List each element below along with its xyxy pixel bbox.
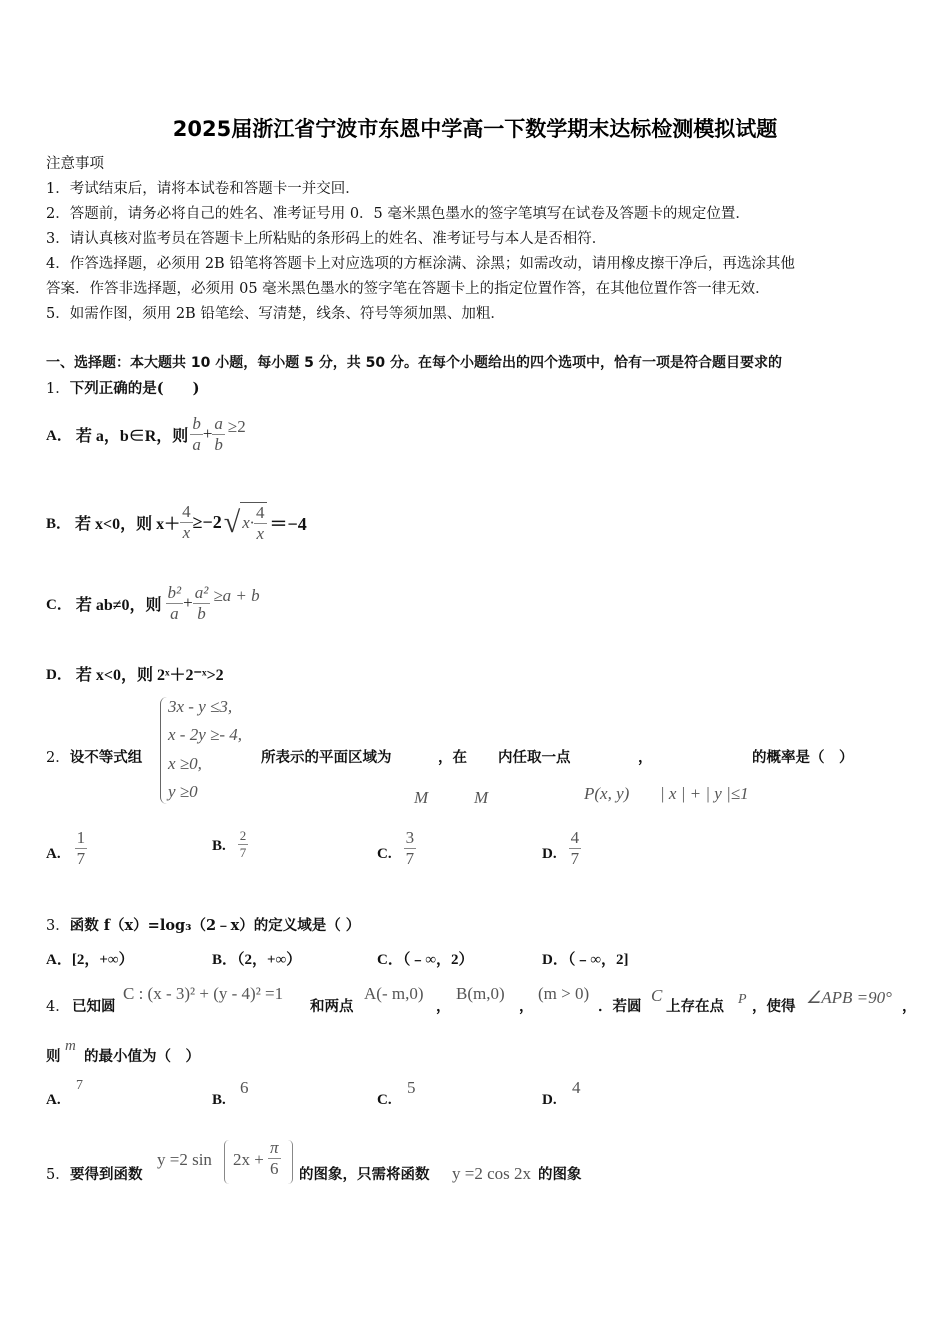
option-text: 若 x<0，则 x＋ bbox=[75, 516, 181, 533]
fraction: $\frac{3}{7}$ bbox=[405, 828, 415, 868]
q3-option-a[interactable] bbox=[46, 948, 134, 969]
condition: (m > 0) bbox=[538, 984, 590, 1003]
question-number: 2． bbox=[46, 750, 70, 766]
option-text: [2，+∞） bbox=[71, 952, 134, 968]
note-item-2: 2．答题前，请务必将自己的姓名、准考证号用 0．5 毫米黑色墨水的签字笔填写在试卷及答题卡的规定位置． bbox=[46, 206, 750, 222]
question-text: 的概率是（ ） bbox=[752, 749, 854, 766]
question-text: 的图象，只需将函数 bbox=[299, 1166, 430, 1183]
note-item-4: 4．作答选择题，必须用 2B 铅笔将答题卡上对应选项的方框涂满、涂黑；如需改动，请用橡皮擦干净后，再选涂其他 bbox=[46, 256, 795, 272]
option-text: （﹣∞，2） bbox=[402, 952, 474, 968]
option-label: D. bbox=[542, 1092, 557, 1108]
condition: | x | + | y |≤1 bbox=[660, 784, 749, 803]
angle-condition: ∠APB =90° bbox=[806, 988, 892, 1007]
question-text: 设不等式组 bbox=[69, 749, 143, 766]
region-m: M bbox=[414, 788, 429, 807]
option-value: 4 bbox=[572, 1078, 581, 1097]
option-label: C． bbox=[46, 596, 72, 613]
question-text: ，使得 bbox=[752, 998, 796, 1015]
question-text: ， bbox=[638, 749, 653, 766]
option-text: （2，+∞） bbox=[237, 952, 302, 968]
q2-option-c[interactable] bbox=[377, 828, 416, 869]
q1-option-c[interactable] bbox=[46, 578, 260, 628]
system-brace bbox=[160, 697, 167, 804]
function-2: y =2 cos 2x bbox=[452, 1164, 531, 1183]
question-number: 1． bbox=[46, 381, 70, 397]
inequality-2: x - 2y ≥- 4, bbox=[168, 725, 242, 744]
question-3-stem bbox=[46, 914, 360, 935]
option-label: B． bbox=[212, 952, 238, 968]
q4-option-b[interactable] bbox=[212, 1078, 272, 1112]
note-item-3: 3．请认真核对监考员在答题卡上所粘贴的条形码上的姓名、准考证号与本人是否相符． bbox=[46, 231, 607, 247]
option-text: （﹣∞，2] bbox=[567, 952, 629, 968]
question-text: 和两点 bbox=[310, 998, 354, 1015]
q3-option-b[interactable] bbox=[212, 948, 301, 969]
region-m: M bbox=[474, 788, 489, 807]
notes-heading: 注意事项 bbox=[46, 156, 104, 172]
fraction-pi-6: $\frac{\pi}{6}$ bbox=[270, 1138, 279, 1178]
inequality-1: 3x - y ≤3, bbox=[168, 697, 233, 716]
page-title: 2025届浙江省宁波市东恩中学高一下数学期末达标检测模拟试题 bbox=[172, 117, 778, 141]
fraction: $\frac{1}{7}$ bbox=[76, 828, 86, 868]
question-text: 的图象 bbox=[538, 1166, 582, 1183]
option-label: D. bbox=[542, 846, 557, 862]
rhs: ＝−4 bbox=[269, 513, 307, 534]
fraction: $\frac{b}{a}$ bbox=[192, 413, 201, 454]
option-text: 若 a，b∈R，则 bbox=[75, 427, 189, 445]
rhs: ≥2 bbox=[227, 417, 246, 436]
note-item-1: 1．考试结束后，请将本试卷和答题卡一并交回． bbox=[46, 181, 360, 197]
option-label: A. bbox=[46, 1092, 61, 1108]
question-number: 3． bbox=[46, 918, 70, 934]
option-value: 5 bbox=[407, 1078, 416, 1097]
inequality-3: x ≥0, bbox=[168, 754, 202, 773]
separator: ， bbox=[902, 998, 917, 1015]
option-text: 若 ab≠0，则 bbox=[75, 596, 162, 614]
q4-option-c[interactable] bbox=[377, 1078, 437, 1112]
section-heading: 一、选择题：本大题共 10 小题，每小题 5 分，共 50 分。在每个小题给出的四个选项中，恰有一项是符合题目要求的 bbox=[46, 355, 782, 371]
question-text: 上存在点 bbox=[666, 998, 724, 1015]
separator: ， bbox=[436, 998, 451, 1015]
option-label: A． bbox=[46, 952, 72, 968]
question-text: 要得到函数 bbox=[70, 1166, 143, 1183]
q2-option-d[interactable] bbox=[542, 828, 581, 869]
option-label: B． bbox=[46, 516, 72, 532]
variable-m: m bbox=[65, 1038, 76, 1054]
fraction: $\frac{4}{x}$ bbox=[182, 502, 191, 542]
question-text: ．若圆 bbox=[598, 998, 642, 1015]
paren-left bbox=[224, 1140, 229, 1184]
question-2-stem-pre bbox=[46, 746, 142, 767]
option-label: C． bbox=[377, 952, 403, 968]
option-label: C. bbox=[377, 846, 392, 862]
circle-equation: C : (x - 3)² + (y - 4)² =1 bbox=[123, 984, 284, 1003]
fraction: $\frac{2}{7}$ bbox=[239, 828, 247, 860]
question-text: 内任取一点 bbox=[498, 749, 571, 766]
fraction: $\frac{a}{b}$ bbox=[214, 413, 223, 454]
q1-option-d[interactable] bbox=[46, 662, 224, 685]
q4-option-d[interactable] bbox=[542, 1078, 602, 1112]
point-a: A(- m,0) bbox=[364, 984, 424, 1003]
point-b: B(m,0) bbox=[456, 984, 505, 1003]
point-p: P bbox=[738, 992, 747, 1007]
question-text: 已知圆 bbox=[72, 998, 116, 1015]
question-text: 所表示的平面区域为 bbox=[261, 749, 392, 766]
question-4-number: 4． bbox=[46, 999, 70, 1015]
sqrt-body: x· $\frac{4}{x}$ bbox=[242, 502, 265, 543]
option-label: A. bbox=[46, 846, 61, 862]
option-text: 若 x<0，则 2ˣ＋2⁻ˣ>2 bbox=[75, 667, 224, 684]
paren-right bbox=[288, 1140, 293, 1184]
inequality: ≥−2 bbox=[192, 512, 222, 532]
fraction: $\frac{4}{7}$ bbox=[570, 828, 580, 868]
q3-option-d[interactable] bbox=[542, 948, 629, 969]
q2-option-a[interactable] bbox=[46, 828, 87, 869]
function-1-inner: 2x + bbox=[233, 1150, 264, 1169]
operator: + bbox=[202, 424, 213, 443]
question-5-number: 5． bbox=[46, 1167, 70, 1183]
note-item-4-cont: 答案．作答非选择题，必须用 05 毫米黑色墨水的签字笔在答题卡上的指定位置作答，在其他位置作答一律无效． bbox=[46, 281, 770, 297]
q1-option-a[interactable] bbox=[46, 410, 246, 458]
option-value: 7 bbox=[76, 1078, 83, 1093]
rhs: ≥a + b bbox=[213, 586, 260, 605]
point-p: P(x, y) bbox=[584, 784, 630, 803]
q1-option-b[interactable] bbox=[46, 495, 307, 550]
note-item-5: 5．如需作图，须用 2B 铅笔绘、写清楚，线条、符号等须加黑、加粗． bbox=[46, 306, 505, 322]
operator: + bbox=[183, 593, 193, 612]
option-label: D． bbox=[46, 667, 72, 683]
option-label: B. bbox=[212, 1092, 226, 1108]
circle-c: C bbox=[651, 986, 663, 1005]
question-text: 下列正确的是( ) bbox=[69, 380, 200, 397]
function-1-prefix: y =2 sin bbox=[157, 1150, 212, 1169]
q4-option-a[interactable] bbox=[46, 1078, 106, 1112]
question-text: 的最小值为（ ） bbox=[84, 1048, 200, 1065]
separator: ， bbox=[519, 998, 534, 1015]
option-label: D． bbox=[542, 952, 568, 968]
question-text: 则 bbox=[46, 1048, 61, 1065]
question-text: ，在 bbox=[438, 749, 467, 766]
sqrt-sign: √ bbox=[223, 505, 241, 539]
fraction: $\frac{\text{b²}}{a}$ bbox=[167, 582, 182, 623]
option-label: B. bbox=[212, 838, 226, 854]
option-label: A． bbox=[46, 427, 72, 444]
option-label: C. bbox=[377, 1092, 392, 1108]
fraction: $\frac{\text{a²}}{b}$ bbox=[194, 582, 209, 623]
inequality-4: y ≥0 bbox=[168, 782, 198, 801]
q2-option-b[interactable] bbox=[212, 828, 248, 861]
question-1-stem bbox=[46, 377, 199, 398]
option-value: 6 bbox=[240, 1078, 249, 1097]
q3-option-c[interactable] bbox=[377, 948, 474, 969]
question-text: 函数 f（x）=log₃（2﹣x）的定义域是（ ） bbox=[69, 917, 361, 934]
